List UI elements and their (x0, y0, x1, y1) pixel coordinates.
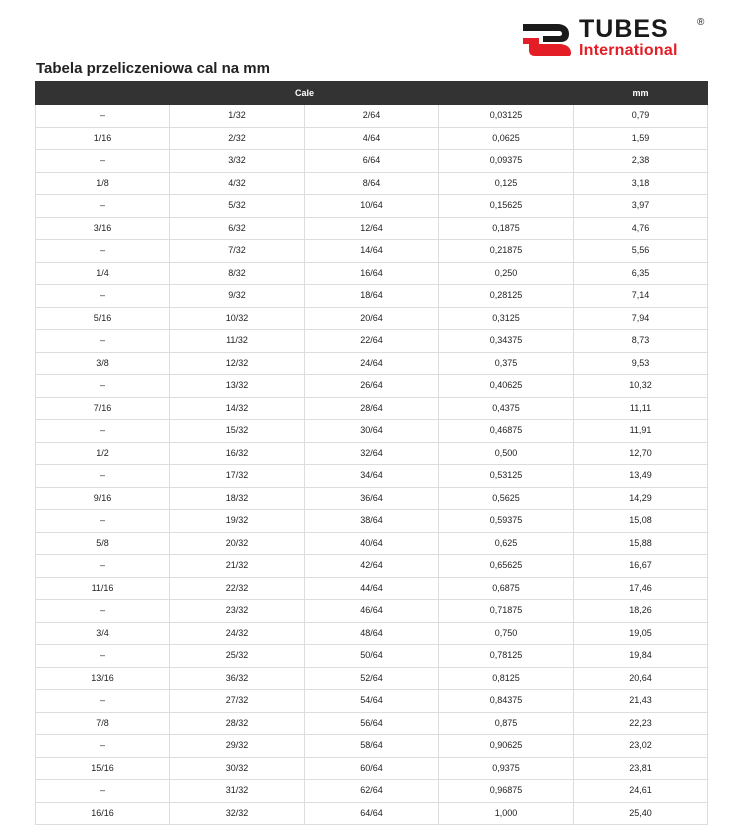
cell-fraction-32: 23/32 (170, 600, 305, 623)
cell-fraction-32: 32/32 (170, 802, 305, 825)
cell-decimal-inch: 0,3125 (439, 307, 574, 330)
table-row (36, 307, 708, 330)
cell-decimal-inch: 0,46875 (439, 420, 574, 443)
cell-fraction-64: 12/64 (305, 217, 439, 240)
cell-decimal-inch: 0,71875 (439, 600, 574, 623)
cell-fraction-32: 25/32 (170, 645, 305, 668)
cell-fraction-32: 1/32 (170, 105, 305, 128)
cell-fraction-32: 15/32 (170, 420, 305, 443)
cell-fraction-16: – (36, 285, 170, 308)
cell-fraction-64: 56/64 (305, 712, 439, 735)
cell-fraction-64: 30/64 (305, 420, 439, 443)
cell-millimeters: 17,46 (574, 577, 708, 600)
cell-decimal-inch: 0,8125 (439, 667, 574, 690)
table-row (36, 735, 708, 758)
cell-fraction-32: 11/32 (170, 330, 305, 353)
cell-fraction-32: 9/32 (170, 285, 305, 308)
cell-millimeters: 18,26 (574, 600, 708, 623)
cell-fraction-64: 44/64 (305, 577, 439, 600)
cell-millimeters: 11,91 (574, 420, 708, 443)
table-row (36, 712, 708, 735)
cell-millimeters: 9,53 (574, 352, 708, 375)
table-row (36, 105, 708, 128)
table-row (36, 352, 708, 375)
cell-fraction-16: 11/16 (36, 577, 170, 600)
table-row (36, 780, 708, 803)
cell-fraction-64: 50/64 (305, 645, 439, 668)
cell-fraction-32: 14/32 (170, 397, 305, 420)
cell-fraction-64: 6/64 (305, 150, 439, 173)
cell-fraction-64: 48/64 (305, 622, 439, 645)
cell-fraction-16: – (36, 735, 170, 758)
cell-fraction-32: 28/32 (170, 712, 305, 735)
cell-decimal-inch: 0,6875 (439, 577, 574, 600)
cell-fraction-16: – (36, 195, 170, 218)
cell-millimeters: 23,81 (574, 757, 708, 780)
table-row (36, 622, 708, 645)
table-body (36, 105, 708, 825)
cell-fraction-64: 46/64 (305, 600, 439, 623)
cell-millimeters: 20,64 (574, 667, 708, 690)
cell-fraction-32: 19/32 (170, 510, 305, 533)
cell-fraction-32: 21/32 (170, 555, 305, 578)
cell-millimeters: 24,61 (574, 780, 708, 803)
cell-decimal-inch: 0,84375 (439, 690, 574, 713)
table-row (36, 487, 708, 510)
table-row (36, 577, 708, 600)
cell-decimal-inch: 0,1875 (439, 217, 574, 240)
cell-fraction-16: 5/8 (36, 532, 170, 555)
cell-decimal-inch: 0,250 (439, 262, 574, 285)
cell-millimeters: 19,84 (574, 645, 708, 668)
table-row (36, 217, 708, 240)
cell-fraction-64: 22/64 (305, 330, 439, 353)
table-row (36, 757, 708, 780)
table-row (36, 150, 708, 173)
cell-fraction-32: 36/32 (170, 667, 305, 690)
cell-millimeters: 7,94 (574, 307, 708, 330)
cell-fraction-16: – (36, 420, 170, 443)
cell-fraction-64: 28/64 (305, 397, 439, 420)
cell-millimeters: 21,43 (574, 690, 708, 713)
table-row (36, 195, 708, 218)
cell-fraction-64: 52/64 (305, 667, 439, 690)
table-row (36, 262, 708, 285)
logo-registered-mark: ® (697, 17, 705, 28)
cell-fraction-64: 62/64 (305, 780, 439, 803)
cell-fraction-16: 13/16 (36, 667, 170, 690)
cell-fraction-32: 31/32 (170, 780, 305, 803)
cell-millimeters: 3,18 (574, 172, 708, 195)
table-row (36, 802, 708, 825)
cell-fraction-32: 20/32 (170, 532, 305, 555)
cell-millimeters: 7,14 (574, 285, 708, 308)
cell-fraction-16: – (36, 150, 170, 173)
cell-fraction-16: – (36, 645, 170, 668)
table-row (36, 555, 708, 578)
cell-fraction-64: 10/64 (305, 195, 439, 218)
cell-fraction-16: – (36, 510, 170, 533)
table-row (36, 172, 708, 195)
cell-millimeters: 1,59 (574, 127, 708, 150)
cell-millimeters: 14,29 (574, 487, 708, 510)
cell-fraction-16: – (36, 375, 170, 398)
cell-fraction-64: 16/64 (305, 262, 439, 285)
conversion-table (35, 81, 708, 825)
cell-fraction-16: 1/4 (36, 262, 170, 285)
header-mm: mm (574, 82, 708, 105)
cell-fraction-32: 18/32 (170, 487, 305, 510)
cell-fraction-32: 24/32 (170, 622, 305, 645)
cell-fraction-16: 7/16 (36, 397, 170, 420)
cell-millimeters: 25,40 (574, 802, 708, 825)
cell-fraction-64: 64/64 (305, 802, 439, 825)
cell-decimal-inch: 0,78125 (439, 645, 574, 668)
cell-decimal-inch: 0,53125 (439, 465, 574, 488)
cell-fraction-32: 5/32 (170, 195, 305, 218)
cell-millimeters: 19,05 (574, 622, 708, 645)
cell-fraction-64: 40/64 (305, 532, 439, 555)
table-row (36, 667, 708, 690)
cell-decimal-inch: 0,0625 (439, 127, 574, 150)
cell-fraction-32: 10/32 (170, 307, 305, 330)
cell-fraction-16: 1/16 (36, 127, 170, 150)
cell-decimal-inch: 0,9375 (439, 757, 574, 780)
cell-fraction-64: 58/64 (305, 735, 439, 758)
cell-fraction-16: – (36, 690, 170, 713)
cell-decimal-inch: 0,5625 (439, 487, 574, 510)
table-row (36, 645, 708, 668)
cell-fraction-64: 26/64 (305, 375, 439, 398)
cell-fraction-16: – (36, 600, 170, 623)
cell-fraction-32: 13/32 (170, 375, 305, 398)
table-row (36, 397, 708, 420)
page-title: Tabela przeliczeniowa cal na mm (36, 60, 270, 77)
cell-fraction-32: 30/32 (170, 757, 305, 780)
cell-fraction-64: 8/64 (305, 172, 439, 195)
cell-millimeters: 12,70 (574, 442, 708, 465)
cell-decimal-inch: 0,125 (439, 172, 574, 195)
cell-fraction-32: 17/32 (170, 465, 305, 488)
cell-millimeters: 16,67 (574, 555, 708, 578)
cell-fraction-64: 54/64 (305, 690, 439, 713)
cell-fraction-16: – (36, 555, 170, 578)
cell-decimal-inch: 0,15625 (439, 195, 574, 218)
table-row (36, 127, 708, 150)
table-row (36, 330, 708, 353)
cell-fraction-32: 2/32 (170, 127, 305, 150)
cell-decimal-inch: 0,59375 (439, 510, 574, 533)
cell-fraction-16: – (36, 105, 170, 128)
cell-fraction-16: – (36, 465, 170, 488)
cell-fraction-64: 42/64 (305, 555, 439, 578)
cell-fraction-32: 8/32 (170, 262, 305, 285)
cell-decimal-inch: 0,21875 (439, 240, 574, 263)
cell-decimal-inch: 0,375 (439, 352, 574, 375)
table-row (36, 375, 708, 398)
cell-fraction-32: 27/32 (170, 690, 305, 713)
cell-decimal-inch: 0,03125 (439, 105, 574, 128)
cell-fraction-32: 22/32 (170, 577, 305, 600)
table-row (36, 532, 708, 555)
cell-fraction-16: 3/4 (36, 622, 170, 645)
cell-fraction-64: 14/64 (305, 240, 439, 263)
cell-fraction-64: 32/64 (305, 442, 439, 465)
table-row (36, 465, 708, 488)
cell-fraction-16: 16/16 (36, 802, 170, 825)
cell-fraction-16: 3/8 (36, 352, 170, 375)
cell-decimal-inch: 0,65625 (439, 555, 574, 578)
cell-fraction-16: 1/8 (36, 172, 170, 195)
cell-fraction-32: 16/32 (170, 442, 305, 465)
cell-millimeters: 10,32 (574, 375, 708, 398)
cell-fraction-16: 1/2 (36, 442, 170, 465)
table-row (36, 442, 708, 465)
cell-fraction-16: 15/16 (36, 757, 170, 780)
cell-decimal-inch: 0,750 (439, 622, 574, 645)
cell-fraction-32: 12/32 (170, 352, 305, 375)
cell-millimeters: 13,49 (574, 465, 708, 488)
cell-millimeters: 2,38 (574, 150, 708, 173)
cell-fraction-32: 6/32 (170, 217, 305, 240)
cell-fraction-64: 20/64 (305, 307, 439, 330)
cell-fraction-64: 36/64 (305, 487, 439, 510)
logo-word-international: International (579, 42, 678, 59)
cell-millimeters: 5,56 (574, 240, 708, 263)
cell-decimal-inch: 0,4375 (439, 397, 574, 420)
cell-fraction-64: 38/64 (305, 510, 439, 533)
table-row (36, 690, 708, 713)
cell-millimeters: 8,73 (574, 330, 708, 353)
cell-decimal-inch: 0,09375 (439, 150, 574, 173)
cell-decimal-inch: 1,000 (439, 802, 574, 825)
cell-fraction-64: 60/64 (305, 757, 439, 780)
table-row (36, 600, 708, 623)
cell-fraction-64: 34/64 (305, 465, 439, 488)
cell-millimeters: 6,35 (574, 262, 708, 285)
cell-fraction-16: 9/16 (36, 487, 170, 510)
cell-fraction-32: 29/32 (170, 735, 305, 758)
cell-fraction-64: 4/64 (305, 127, 439, 150)
cell-millimeters: 15,88 (574, 532, 708, 555)
cell-fraction-64: 2/64 (305, 105, 439, 128)
cell-fraction-16: – (36, 330, 170, 353)
header-inches: Cale (36, 82, 574, 105)
cell-decimal-inch: 0,625 (439, 532, 574, 555)
table-row (36, 240, 708, 263)
cell-millimeters: 15,08 (574, 510, 708, 533)
cell-fraction-32: 4/32 (170, 172, 305, 195)
cell-fraction-16: 7/8 (36, 712, 170, 735)
cell-decimal-inch: 0,34375 (439, 330, 574, 353)
cell-fraction-16: 5/16 (36, 307, 170, 330)
cell-fraction-32: 3/32 (170, 150, 305, 173)
table-row (36, 420, 708, 443)
cell-decimal-inch: 0,28125 (439, 285, 574, 308)
logo-mark-icon (521, 22, 573, 58)
cell-fraction-16: – (36, 780, 170, 803)
cell-fraction-32: 7/32 (170, 240, 305, 263)
cell-millimeters: 22,23 (574, 712, 708, 735)
cell-fraction-16: 3/16 (36, 217, 170, 240)
cell-millimeters: 0,79 (574, 105, 708, 128)
table-row (36, 285, 708, 308)
cell-millimeters: 3,97 (574, 195, 708, 218)
cell-decimal-inch: 0,40625 (439, 375, 574, 398)
cell-millimeters: 11,11 (574, 397, 708, 420)
logo-word-tubes: TUBES (579, 15, 669, 43)
table-row (36, 510, 708, 533)
cell-fraction-64: 24/64 (305, 352, 439, 375)
cell-fraction-16: – (36, 240, 170, 263)
cell-decimal-inch: 0,90625 (439, 735, 574, 758)
cell-decimal-inch: 0,500 (439, 442, 574, 465)
cell-millimeters: 4,76 (574, 217, 708, 240)
cell-fraction-64: 18/64 (305, 285, 439, 308)
cell-decimal-inch: 0,875 (439, 712, 574, 735)
table-header-row (36, 82, 708, 105)
cell-millimeters: 23,02 (574, 735, 708, 758)
tubes-international-logo (521, 15, 721, 62)
cell-decimal-inch: 0,96875 (439, 780, 574, 803)
